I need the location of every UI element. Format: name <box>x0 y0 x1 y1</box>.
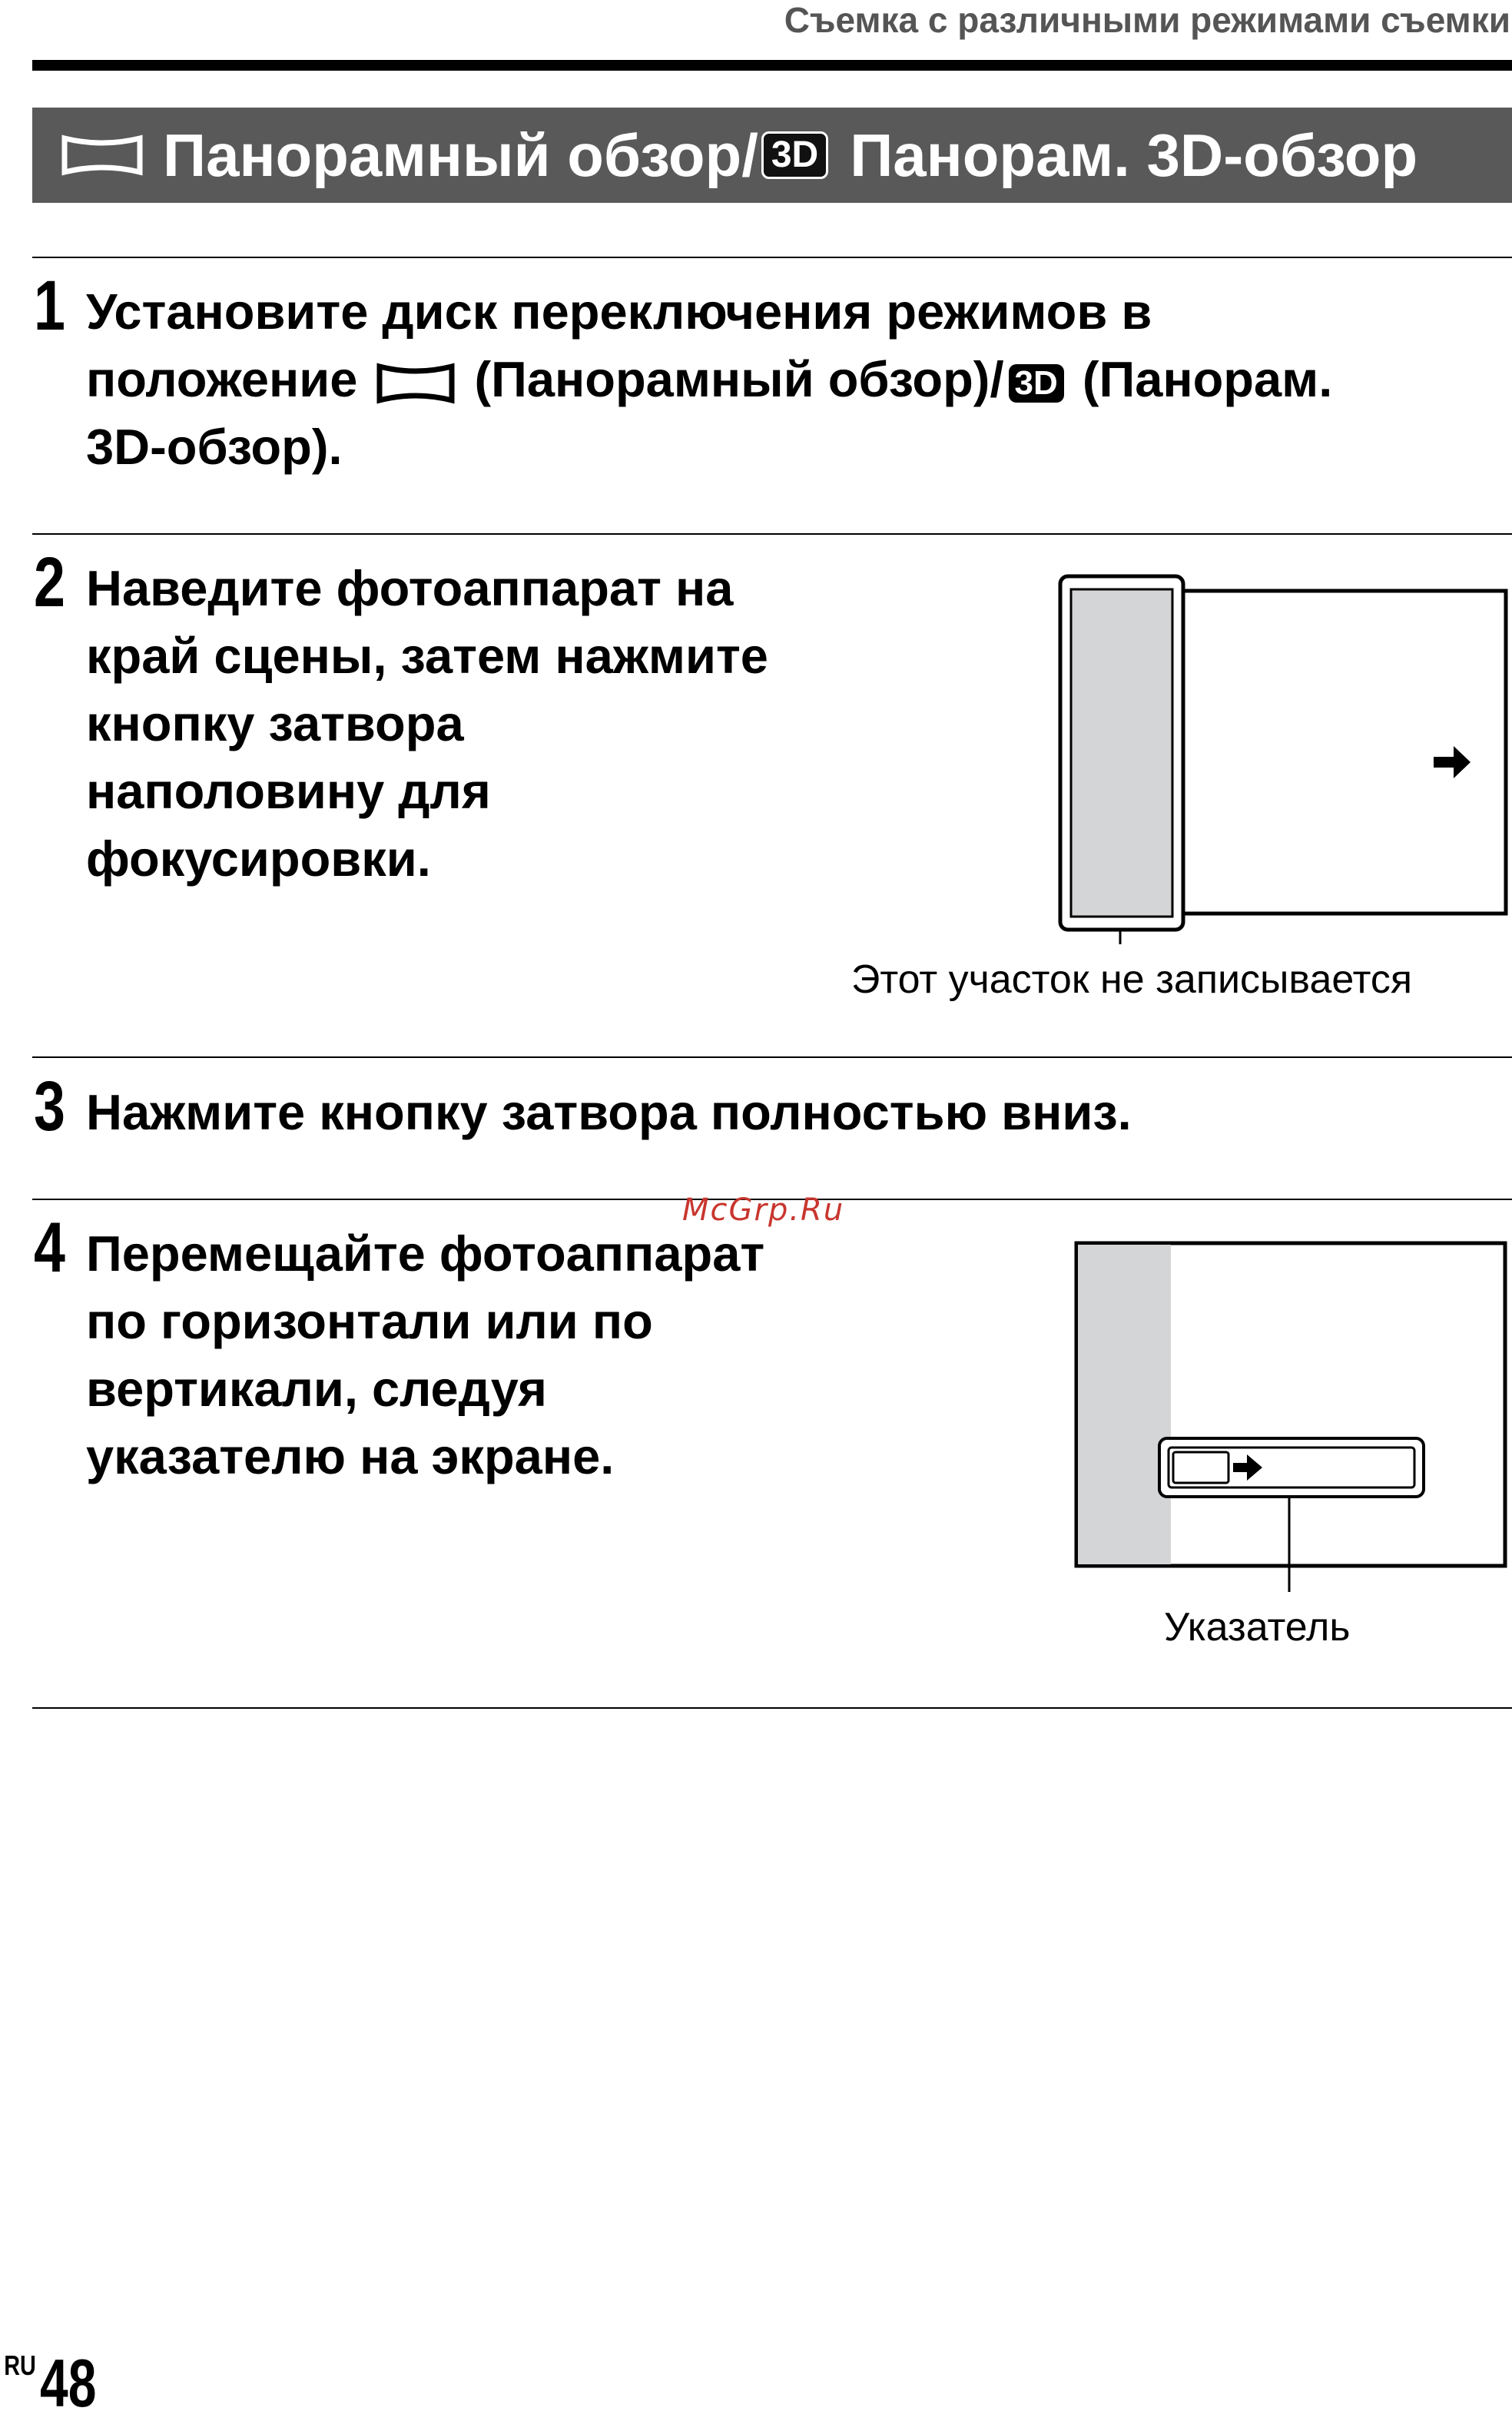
step-4-line: указателю на экране. <box>86 1428 615 1484</box>
page-number <box>0 2345 115 2421</box>
title-part2: Панорам. 3D-обзор <box>850 121 1418 189</box>
step-4-illustration <box>1072 1237 1512 1606</box>
step-number: 1 <box>34 267 65 345</box>
step-4-caption: Указатель <box>1164 1605 1351 1650</box>
step-1-text <box>86 278 1332 481</box>
page-lang: RU <box>4 2350 36 2381</box>
page-title-bar <box>32 108 1512 203</box>
step-2-line: наполовину для <box>86 763 491 819</box>
title-part1: Панорамный обзор/ <box>163 121 758 189</box>
step-4-line: Перемещайте фотоаппарат <box>86 1225 765 1282</box>
divider <box>32 1707 1512 1709</box>
step-2-line: Наведите фотоаппарат на <box>86 560 734 616</box>
unrecorded-area <box>1078 1245 1171 1564</box>
step-2-caption: Этот участок не записывается <box>851 957 1412 1002</box>
step-1-line-1: Установите диск переключения режимов в <box>86 284 1152 340</box>
step-1-text-b: (Панорамный обзор)/ <box>474 351 1004 407</box>
step-1-line-3: 3D-обзор). <box>86 419 343 475</box>
step-1-line-2 <box>86 346 1332 413</box>
step-number: 4 <box>34 1209 65 1287</box>
3d-badge-icon: 3D <box>761 131 828 178</box>
page-num: 48 <box>40 2345 97 2421</box>
step-number: 3 <box>34 1067 65 1146</box>
step-2-line: фокусировки. <box>86 831 431 887</box>
panorama-icon <box>376 363 456 404</box>
divider <box>32 257 1512 258</box>
divider <box>32 1056 1512 1058</box>
unrecorded-area <box>1071 589 1172 917</box>
3d-badge-icon: 3D <box>1009 364 1064 403</box>
guide-position <box>1173 1452 1228 1483</box>
step-2-line: край сцены, затем нажмите <box>86 628 768 684</box>
divider <box>32 533 1512 535</box>
section-header: Съемка с различными режимами съемки <box>784 0 1510 40</box>
step-1-text-a: положение <box>86 351 358 407</box>
step-2-line: кнопку затвора <box>86 695 464 751</box>
watermark: McGrp.Ru <box>682 1192 845 1228</box>
header-rule <box>32 60 1512 71</box>
step-3-text <box>86 1079 1132 1146</box>
step-4-line: по горизонтали или по <box>86 1293 653 1349</box>
step-1-text-c: (Панорам. <box>1082 351 1333 407</box>
step-2-text <box>86 555 768 893</box>
panorama-icon <box>60 134 144 177</box>
step-4-line: вертикали, следуя <box>86 1361 547 1417</box>
step-number: 2 <box>34 543 65 622</box>
step-4-text <box>86 1220 764 1491</box>
step-3-line: Нажмите кнопку затвора полностью вниз. <box>86 1084 1132 1140</box>
step-2-illustration <box>1053 572 1512 949</box>
